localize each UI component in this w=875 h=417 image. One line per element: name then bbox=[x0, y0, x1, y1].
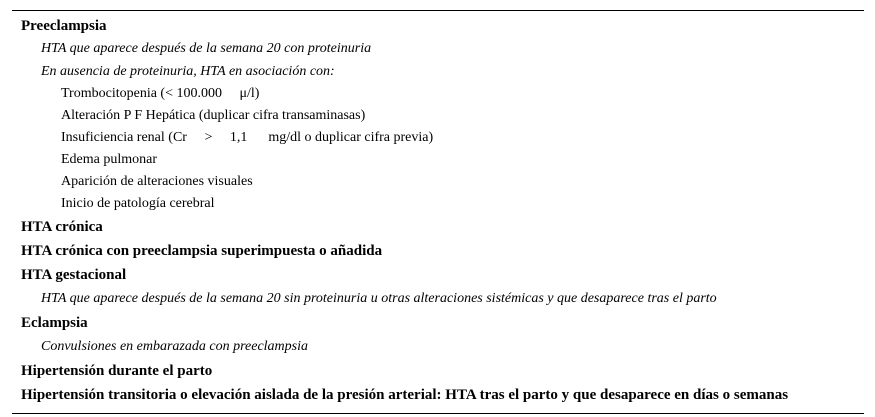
category-eclampsia: Eclampsia bbox=[21, 315, 88, 331]
criterion-pulmonary-edema: Edema pulmonar bbox=[61, 152, 158, 167]
category-chronic-hypertension: HTA crónica bbox=[21, 219, 103, 235]
category-hypertension-during-labor: Hipertensión durante el parto bbox=[21, 363, 213, 379]
classification-table bbox=[12, 10, 864, 414]
criterion-renal-insufficiency: Insuficiencia renal (Cr > 1,1 mg/dl o duplicar cifra previa) bbox=[61, 130, 434, 145]
category-transient-hypertension: Hipertensión transitoria o elevación aislada de la presión arterial: HTA tras el parto y que desaparece en días o semanas bbox=[21, 387, 789, 403]
criterion-thrombocytopenia: Trombocitopenia (< 100.000 μ/l) bbox=[61, 86, 260, 101]
category-preeclampsia: Preeclampsia bbox=[21, 18, 107, 34]
definition-preeclampsia-no-proteinuria: En ausencia de proteinuria, HTA en asociación con: bbox=[41, 64, 335, 79]
criterion-cerebral-pathology: Inicio de patología cerebral bbox=[61, 196, 215, 211]
category-chronic-with-preeclampsia: HTA crónica con preeclampsia superimpuesta o añadida bbox=[21, 243, 383, 259]
definition-gestational-hypertension: HTA que aparece después de la semana 20 sin proteinuria u otras alteraciones sistémicas y que desaparece tras el parto bbox=[41, 291, 717, 306]
criterion-liver-function: Alteración P F Hepática (duplicar cifra transaminasas) bbox=[61, 108, 366, 123]
definition-eclampsia: Convulsiones en embarazada con preeclampsia bbox=[41, 339, 308, 354]
criterion-visual-alterations: Aparición de alteraciones visuales bbox=[61, 174, 253, 189]
category-gestational-hypertension: HTA gestacional bbox=[21, 267, 127, 283]
definition-preeclampsia-proteinuria: HTA que aparece después de la semana 20 con proteinuria bbox=[41, 41, 372, 56]
